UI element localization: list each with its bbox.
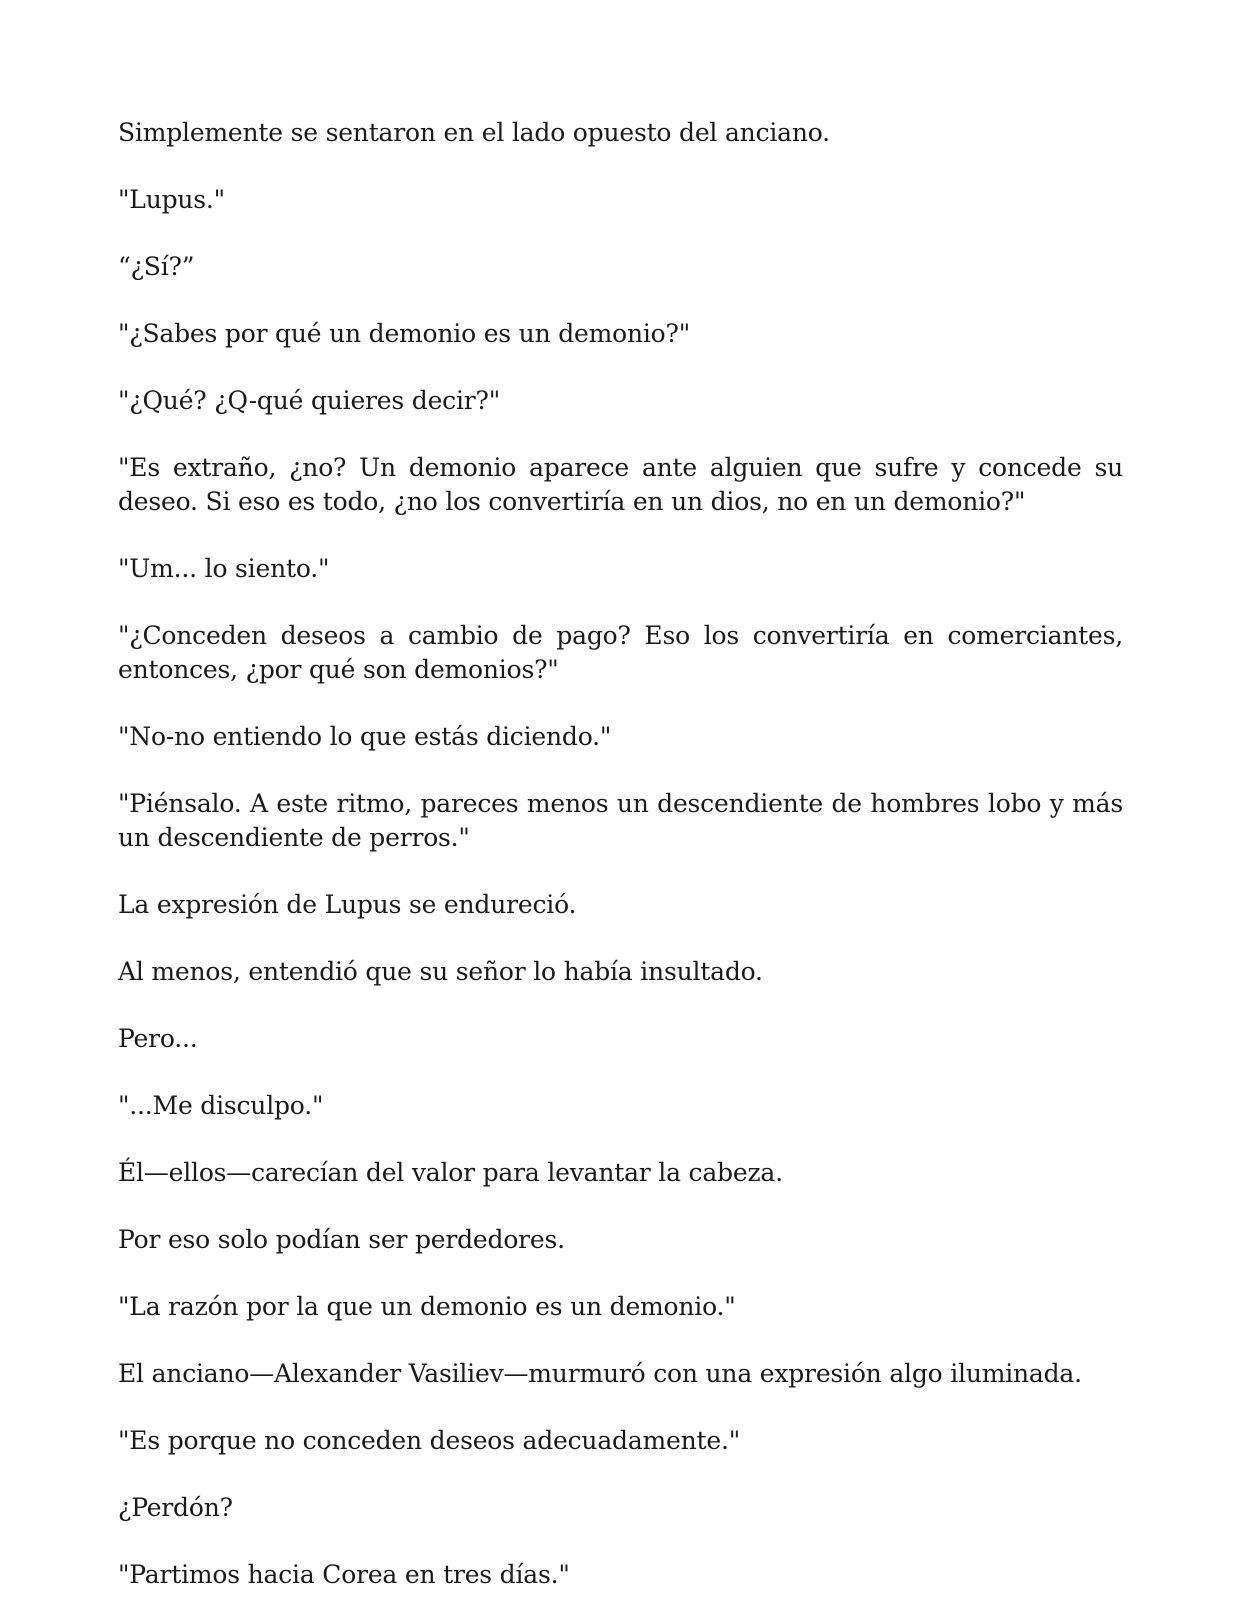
paragraph: "...Me disculpo.": [118, 1091, 324, 1120]
paragraph: Pero...: [118, 1024, 198, 1053]
paragraph: "Piénsalo. A este ritmo, pareces menos un descendiente de hombres lobo y más un descendiente de perros.": [118, 789, 1123, 852]
paragraph: La expresión de Lupus se endureció.: [118, 890, 577, 919]
paragraph: “¿Sí?”: [118, 252, 195, 281]
paragraph: "Es extraño, ¿no? Un demonio aparece ante alguien que sufre y concede su deseo. Si eso es todo, ¿no los convertiría en un dios, no en un demonio?": [118, 453, 1123, 516]
paragraph: El anciano—Alexander Vasiliev—murmuró con una expresión algo iluminada.: [118, 1359, 1082, 1388]
paragraph: Simplemente se sentaron en el lado opuesto del anciano.: [118, 118, 830, 147]
paragraph: "Um... lo siento.": [118, 554, 330, 583]
paragraph: "No-no entiendo lo que estás diciendo.": [118, 722, 612, 751]
paragraph: "Partimos hacia Corea en tres días.": [118, 1560, 570, 1589]
paragraph: "¿Conceden deseos a cambio de pago? Eso los convertiría en comerciantes, entonces, ¿por qué son demonios?": [118, 621, 1123, 684]
paragraph: Al menos, entendió que su señor lo había insultado.: [118, 957, 763, 986]
paragraph: Él—ellos—carecían del valor para levantar la cabeza.: [118, 1158, 783, 1187]
document-body: [118, 116, 1123, 1617]
paragraph: "Es porque no conceden deseos adecuadamente.": [118, 1426, 741, 1455]
paragraph: "La razón por la que un demonio es un demonio.": [118, 1292, 736, 1321]
paragraph: ¿Perdón?: [118, 1493, 233, 1522]
paragraph: Por eso solo podían ser perdedores.: [118, 1225, 565, 1254]
paragraph: "¿Qué? ¿Q-qué quieres decir?": [118, 386, 501, 415]
paragraph: "Lupus.": [118, 185, 225, 214]
paragraph: "¿Sabes por qué un demonio es un demonio?": [118, 319, 691, 348]
